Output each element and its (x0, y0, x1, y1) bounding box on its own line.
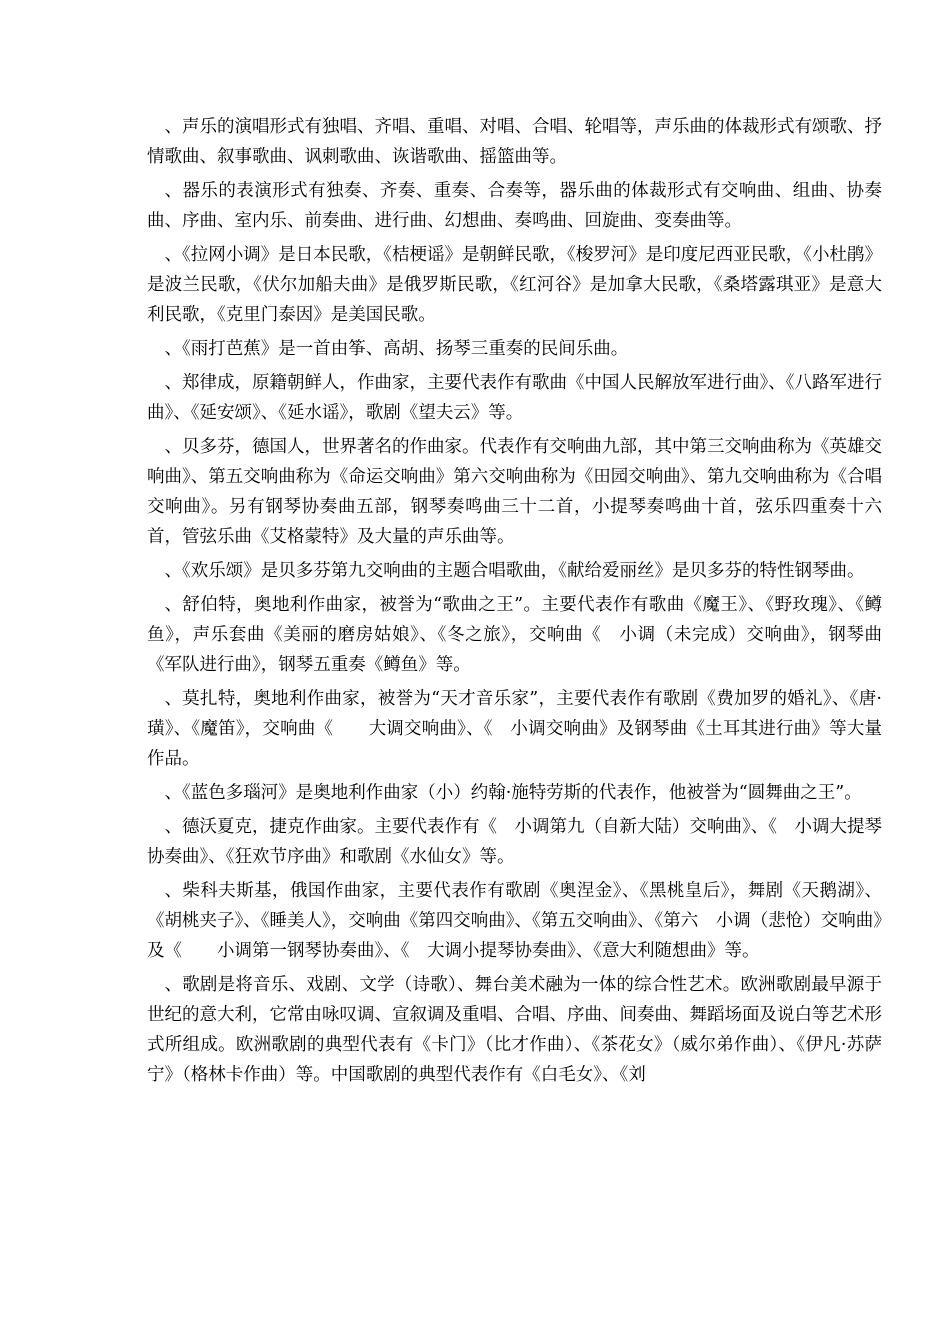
paragraph-yu-da-ba-jiao: 、《雨打芭蕉》是一首由筝、高胡、扬琴三重奏的民间乐曲。 (164, 339, 629, 359)
paragraph-vocal-forms: 、声乐的演唱形式有独唱、齐唱、重唱、对唱、合唱、轮唱等，声乐曲的体裁形式有颂歌、抒情歌曲、叙事歌曲、讽刺歌曲、诙谐歌曲、摇篮曲等。 (147, 117, 882, 167)
paragraph-zheng-lvcheng: 、郑律成，原籍朝鲜人，作曲家，主要代表作有歌曲《中国人民解放军进行曲》、《八路军进行曲》、《延安颂》、《延水谣》，歌剧《望夫云》等。 (147, 373, 882, 423)
paragraph-tchaikovsky: 、柴科夫斯基，俄国作曲家，主要代表作有歌剧《奥涅金》、《黑桃皇后》，舞剧《天鹅湖》、《胡桃夹子》、《睡美人》，交响曲《第四交响曲》、《第五交响曲》、《第六 小调（悲怆）交响曲》及《 小调第一钢琴协奏曲》、《 大调小提琴协奏曲》、《意大利随想曲》等。 (147, 881, 882, 961)
paragraph-folk-songs: 、《拉网小调》是日本民歌，《桔梗谣》是朝鲜民歌，《梭罗河》是印度尼西亚民歌，《小杜鹃》是波兰民歌，《伏尔加船夫曲》是俄罗斯民歌，《红河谷》是加拿大民歌，《桑塔露琪亚》是意大利民歌，《克里门泰因》是美国民歌。 (147, 245, 882, 325)
paragraph-blue-danube: 、《蓝色多瑙河》是奥地利作曲家（小）约翰·施特劳斯的代表作，他被誉为“圆舞曲之王”。 (164, 783, 862, 803)
paragraph-beethoven: 、贝多芬，德国人，世界著名的作曲家。代表作有交响曲九部，其中第三交响曲称为《英雄交响曲》、第五交响曲称为《命运交响曲》第六交响曲称为《田园交响曲》、第九交响曲称为《合唱交响曲》。另有钢琴协奏曲五部，钢琴奏鸣曲三十二首，小提琴奏鸣曲十首，弦乐四重奏十六首，管弦乐曲《艾格蒙特》及大量的声乐曲等。 (147, 437, 882, 547)
paragraph-instrumental-forms: 、器乐的表演形式有独奏、齐奏、重奏、合奏等，器乐曲的体裁形式有交响曲、组曲、协奏曲、序曲、室内乐、前奏曲、进行曲、幻想曲、奏鸣曲、回旋曲、变奏曲等。 (147, 181, 882, 231)
paragraph-opera: 、歌剧是将音乐、戏剧、文学（诗歌）、舞台美术融为一体的综合性艺术。欧洲歌剧最早源于 世纪的意大利，它常由咏叹调、宣叙调及重唱、合唱、序曲、间奏曲、舞蹈场面及说白等艺术形式所组成。欧洲歌剧的典型代表有《卡门》（比才作曲）、《茶花女》（威尔弟作曲）、《伊凡·苏萨宁》（格林卡作曲）等。中国歌剧的典型代表作有《白毛女》、《刘 (147, 975, 917, 1085)
paragraph-schubert: 、舒伯特，奥地利作曲家，被誉为“歌曲之王”。主要代表作有歌曲《魔王》、《野玫瑰》、《鳟鱼》，声乐套曲《美丽的磨房姑娘》、《冬之旅》，交响曲《 小调（未完成）交响曲》，钢琴曲《军队进行曲》，钢琴五重奏《鳟鱼》等。 (147, 595, 882, 675)
paragraph-dvorak: 、德沃夏克，捷克作曲家。主要代表作有《 小调第九（自新大陆）交响曲》、《 小调大提琴协奏曲》、《狂欢节序曲》和歌剧《水仙女》等。 (147, 817, 882, 867)
paragraph-ode-to-joy: 、《欢乐颂》是贝多芬第九交响曲的主题合唱歌曲，《献给爱丽丝》是贝多芬的特性钢琴曲。 (164, 561, 865, 581)
paragraph-mozart: 、莫扎特，奥地利作曲家，被誉为“天才音乐家”，主要代表作有歌剧《费加罗的婚礼》、《唐·璜》、《魔笛》，交响曲《 大调交响曲》、《 小调交响曲》及钢琴曲《土耳其进行曲》等大量作品。 (147, 689, 882, 769)
